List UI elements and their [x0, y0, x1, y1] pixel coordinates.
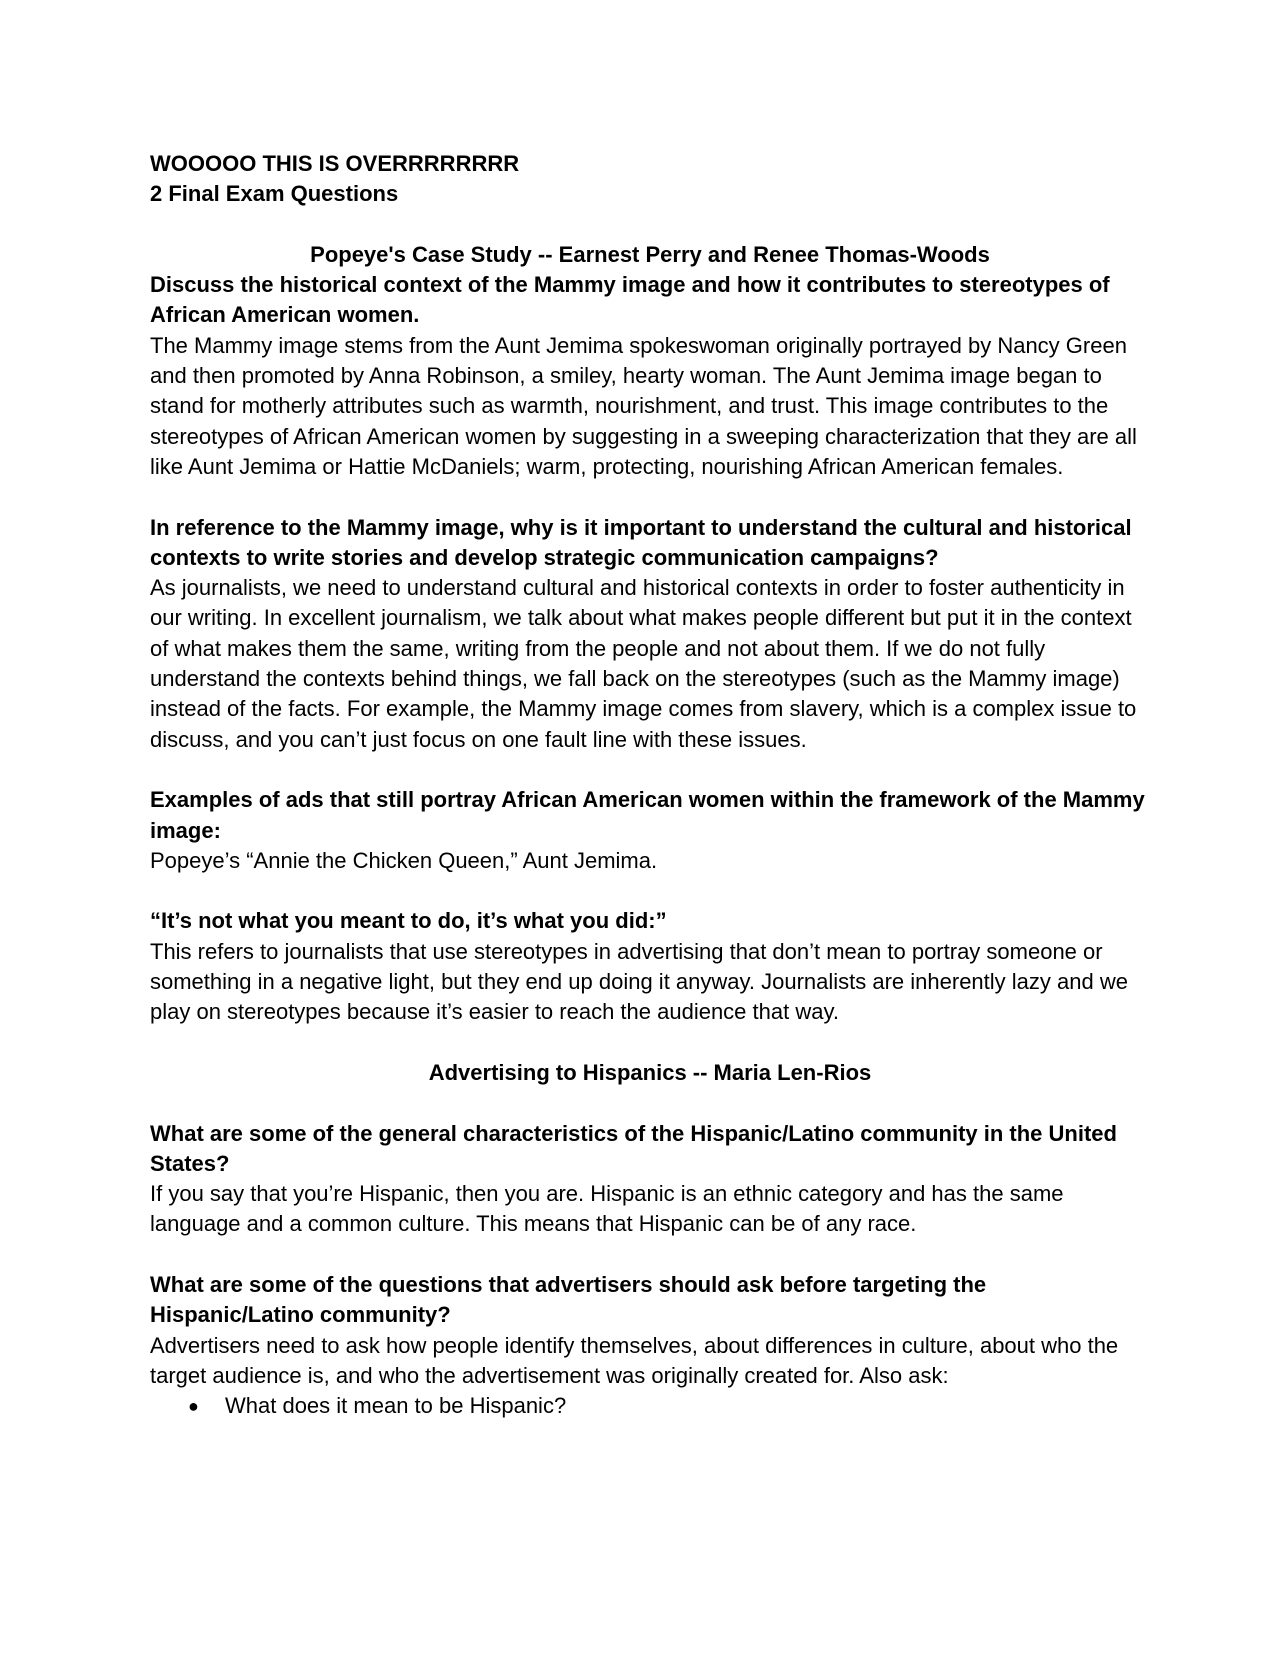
- spacer: [150, 1240, 1150, 1270]
- bullet-icon: ●: [188, 1396, 199, 1417]
- question-not-what-you-meant: “It’s not what you meant to do, it’s what you did:”: [150, 908, 667, 934]
- list-item: [150, 1391, 1150, 1421]
- list-item-text: What does it mean to be Hispanic?: [225, 1393, 567, 1419]
- answer-mammy-historical-context: The Mammy image stems from the Aunt Jemima spokeswoman originally portrayed by Nancy Green and then promoted by Anna Robinson, a smiley, hearty woman. The Aunt Jemima image began to stand for motherly attributes such as warmth, nourishment, and trust. This image contributes to the stereotypes of African American women by suggesting in a sweeping characterization that they are all like Aunt Jemima or Hattie McDaniels; warm, protecting, nourishing African American females.: [150, 332, 1137, 479]
- answer-not-what-you-meant: This refers to journalists that use stereotypes in advertising that don’t mean to portray someone or something in a negative light, but they end up doing it anyway. Journalists are inherently lazy and we play on stereotypes because it’s easier to reach the audience that way.: [150, 938, 1128, 1025]
- question-hispanic-characteristics: What are some of the general characteristics of the Hispanic/Latino community in the United States?: [150, 1120, 1117, 1176]
- question-advertiser-questions: What are some of the questions that advertisers should ask before targeting the Hispanic/Latino community?: [150, 1271, 987, 1328]
- question-mammy-historical-context: Discuss the historical context of the Mammy image and how it contributes to stereotypes of African American women.: [150, 272, 1110, 328]
- section-heading-popeyes: Popeye's Case Study -- Earnest Perry and Renee Thomas-Woods: [310, 241, 990, 267]
- answer-ad-examples: Popeye’s “Annie the Chicken Queen,” Aunt Jemima.: [150, 847, 658, 873]
- section-heading-hispanics: Advertising to Hispanics -- Maria Len-Rios: [428, 1059, 872, 1085]
- document-subtitle: 2 Final Exam Questions: [150, 181, 399, 207]
- spacer: [150, 210, 1150, 240]
- bullet-list: [150, 1391, 1150, 1421]
- question-ad-examples: Examples of ads that still portray African American women within the framework of the Mammy image:: [150, 787, 1145, 843]
- spacer: [150, 482, 1150, 512]
- spacer: [150, 1088, 1150, 1118]
- spacer: [150, 755, 1150, 785]
- document-title: WOOOOO THIS IS OVERRRRRRRR: [150, 151, 520, 176]
- document-body: [150, 149, 1150, 1421]
- answer-cultural-contexts: As journalists, we need to understand cultural and historical contexts in order to foster authenticity in our writing. In excellent journalism, we talk about what makes people different but put it in the context of what makes them the same, writing from the people and not about them. If we do not fully understand the contexts behind things, we fall back on the stereotypes (such as the Mammy image) instead of the facts. For example, the Mammy image comes from slavery, which is a complex issue to discuss, and you can’t just focus on one fault line with these issues.: [150, 575, 1137, 752]
- question-cultural-contexts: In reference to the Mammy image, why is it important to understand the cultural and historical contexts to write stories and develop strategic communication campaigns?: [150, 514, 1132, 570]
- spacer: [150, 876, 1150, 906]
- spacer: [150, 1028, 1150, 1058]
- answer-advertiser-questions: Advertisers need to ask how people identify themselves, about differences in culture, about who the target audience is, and who the advertisement was originally created for. Also ask:: [150, 1332, 1119, 1388]
- answer-hispanic-characteristics: If you say that you’re Hispanic, then you are. Hispanic is an ethnic category and has the same language and a common culture. This means that Hispanic can be of any race.: [150, 1181, 1064, 1237]
